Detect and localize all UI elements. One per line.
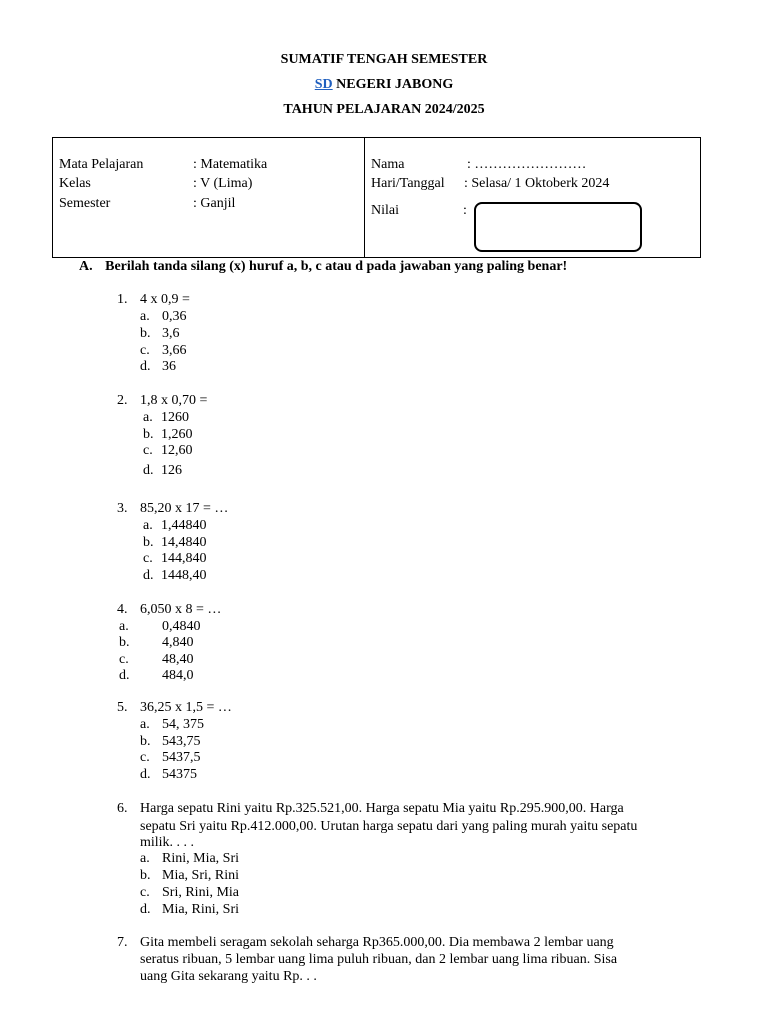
question-5-number: 5. xyxy=(117,700,128,715)
class-value: : V (Lima) xyxy=(193,176,253,191)
q2-option-d-value: 126 xyxy=(161,463,182,478)
q1-option-c-letter[interactable]: c. xyxy=(140,343,150,358)
name-value[interactable]: : …………………… xyxy=(467,157,587,172)
question-4-text: 6,050 x 8 = … xyxy=(140,602,222,617)
q6-option-a-letter[interactable]: a. xyxy=(140,851,150,866)
q1-option-a-letter[interactable]: a. xyxy=(140,309,150,324)
question-2-number: 2. xyxy=(117,393,128,408)
q2-option-a-letter[interactable]: a. xyxy=(143,410,153,425)
q5-option-a-letter[interactable]: a. xyxy=(140,717,150,732)
q1-option-b-letter[interactable]: b. xyxy=(140,326,151,341)
q1-option-d-letter[interactable]: d. xyxy=(140,359,151,374)
q6-option-c-value: Sri, Rini, Mia xyxy=(162,885,240,900)
q6-option-c-letter[interactable]: c. xyxy=(140,885,150,900)
school-link[interactable]: SD xyxy=(314,77,333,92)
q4-option-c-value: 48,40 xyxy=(162,652,194,667)
q6-option-d-letter[interactable]: d. xyxy=(140,902,151,917)
question-2-text: 1,8 x 0,70 = xyxy=(140,393,208,408)
q4-option-c-letter[interactable]: c. xyxy=(119,652,129,667)
question-6-line-2: sepatu Sri yaitu Rp.412.000,00. Urutan harga sepatu dari yang paling murah yaitu sepatu xyxy=(140,819,638,834)
school-name: NEGERI JABONG xyxy=(332,77,454,92)
question-1-text: 4 x 0,9 = xyxy=(140,292,190,307)
date-label: Hari/Tanggal xyxy=(371,176,445,191)
q2-option-d-letter[interactable]: d. xyxy=(143,463,154,478)
q4-option-d-letter[interactable]: d. xyxy=(119,668,130,683)
q1-option-b-value: 3,6 xyxy=(162,326,180,341)
q3-option-c-value: 144,840 xyxy=(161,551,207,566)
q2-option-b-letter[interactable]: b. xyxy=(143,427,154,442)
section-instruction xyxy=(79,259,567,275)
q3-option-d-value: 1448,40 xyxy=(161,568,207,583)
question-7-line-1: Gita membeli seragam sekolah seharga Rp365.000,00. Dia membawa 2 lembar uang xyxy=(140,935,614,950)
score-label: Nilai xyxy=(371,203,399,218)
q4-option-a-letter[interactable]: a. xyxy=(119,619,129,634)
subject-label: Mata Pelajaran xyxy=(59,157,144,172)
q3-option-d-letter[interactable]: d. xyxy=(143,568,154,583)
score-box[interactable] xyxy=(474,202,642,252)
question-6-number: 6. xyxy=(117,801,128,816)
q5-option-b-letter[interactable]: b. xyxy=(140,734,151,749)
title-line-3: TAHUN PELAJARAN 2024/2025 xyxy=(283,102,485,117)
question-7-number: 7. xyxy=(117,935,128,950)
question-6-line-3: milik. . . . xyxy=(140,835,195,850)
q3-option-a-letter[interactable]: a. xyxy=(143,518,153,533)
class-label: Kelas xyxy=(59,176,91,191)
question-7-line-2: seratus ribuan, 5 lembar uang lima puluh ribuan, dan 2 lembar uang lima ribuan. Sisa xyxy=(140,952,618,967)
q1-option-a-value: 0,36 xyxy=(162,309,187,324)
q5-option-b-value: 543,75 xyxy=(162,734,201,749)
q2-option-c-value: 12,60 xyxy=(161,443,193,458)
title-line-2 xyxy=(0,77,768,93)
question-3-number: 3. xyxy=(117,501,128,516)
question-3-text: 85,20 x 17 = … xyxy=(140,501,229,516)
question-4-number: 4. xyxy=(117,602,128,617)
semester-value: : Ganjil xyxy=(193,196,236,211)
section-letter: A. xyxy=(79,259,93,274)
q5-option-c-value: 5437,5 xyxy=(162,750,201,765)
q2-option-c-letter[interactable]: c. xyxy=(143,443,153,458)
q3-option-b-value: 14,4840 xyxy=(161,535,207,550)
q5-option-c-letter[interactable]: c. xyxy=(140,750,150,765)
name-label: Nama xyxy=(371,157,405,172)
q6-option-b-letter[interactable]: b. xyxy=(140,868,151,883)
q2-option-b-value: 1,260 xyxy=(161,427,193,442)
date-value: : Selasa/ 1 Oktoberk 2024 xyxy=(464,176,610,191)
q1-option-c-value: 3,66 xyxy=(162,343,187,358)
q4-option-d-value: 484,0 xyxy=(162,668,194,683)
question-5-text: 36,25 x 1,5 = … xyxy=(140,700,232,715)
question-1-number: 1. xyxy=(117,292,128,307)
question-7-line-3: uang Gita sekarang yaitu Rp. . . xyxy=(140,969,317,984)
q5-option-d-letter[interactable]: d. xyxy=(140,767,151,782)
q5-option-d-value: 54375 xyxy=(162,767,197,782)
q4-option-a-value: 0,4840 xyxy=(162,619,201,634)
q6-option-d-value: Mia, Rini, Sri xyxy=(162,902,240,917)
q4-option-b-value: 4,840 xyxy=(162,635,194,650)
score-colon: : xyxy=(463,203,467,218)
section-text: Berilah tanda silang (x) huruf a, b, c atau d pada jawaban yang paling benar! xyxy=(105,259,568,274)
q3-option-b-letter[interactable]: b. xyxy=(143,535,154,550)
semester-label: Semester xyxy=(59,196,111,211)
title-line-1: SUMATIF TENGAH SEMESTER xyxy=(280,52,488,67)
q3-option-c-letter[interactable]: c. xyxy=(143,551,153,566)
question-6-line-1: Harga sepatu Rini yaitu Rp.325.521,00. Harga sepatu Mia yaitu Rp.295.900,00. Harga xyxy=(140,801,624,816)
q5-option-a-value: 54, 375 xyxy=(162,717,204,732)
q6-option-a-value: Rini, Mia, Sri xyxy=(162,851,240,866)
q4-option-b-letter[interactable]: b. xyxy=(119,635,130,650)
q3-option-a-value: 1,44840 xyxy=(161,518,207,533)
subject-value: : Matematika xyxy=(193,157,268,172)
info-divider xyxy=(364,138,365,257)
q2-option-a-value: 1260 xyxy=(161,410,189,425)
q1-option-d-value: 36 xyxy=(162,359,176,374)
q6-option-b-value: Mia, Sri, Rini xyxy=(162,868,240,883)
